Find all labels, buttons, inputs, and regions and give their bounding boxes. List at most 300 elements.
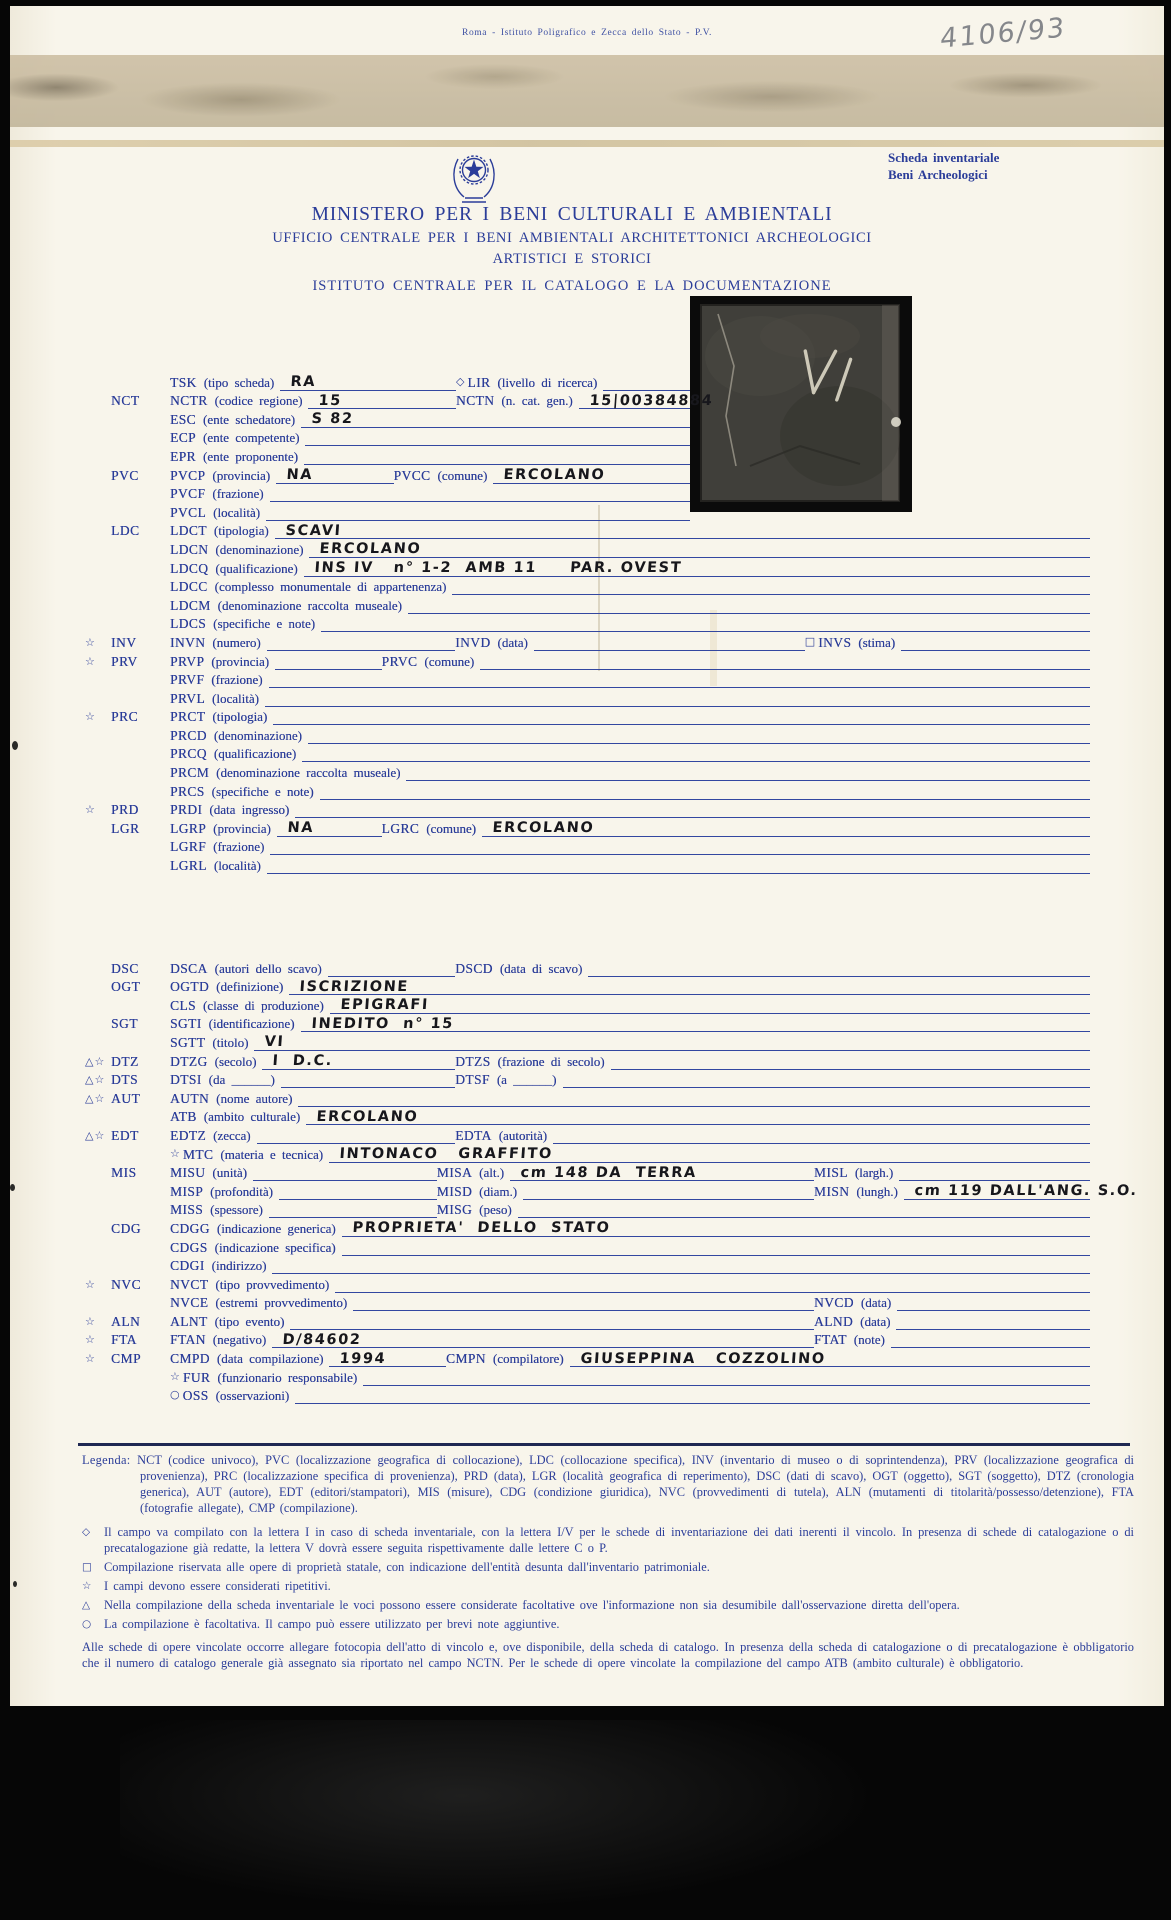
row-repeat-marks [85, 1383, 111, 1386]
form-row-esc [10, 409, 1164, 428]
field-label-cdgi: (indirizzo) [211, 1258, 267, 1274]
group-code-fta: FTA [111, 1332, 137, 1348]
field-code-nctn: NCTN [456, 393, 495, 409]
field-epr [170, 449, 690, 465]
row-repeat-marks [85, 1271, 111, 1274]
field-prvp [170, 654, 382, 670]
form-row-ogt [10, 977, 1164, 996]
field-code-prvl: PRVL [170, 690, 206, 706]
field-value-esc: S 82 [311, 411, 355, 428]
row-repeat-marks [85, 536, 111, 539]
field-line-cmpd [329, 1352, 446, 1367]
form-row-edt [10, 1125, 1164, 1144]
field-line-dtsf [563, 1073, 1091, 1088]
row-fields [170, 1295, 1090, 1311]
field-code-alnt: ALNT [170, 1313, 208, 1329]
row-repeat-marks [85, 852, 111, 855]
form-row-cdgs [10, 1237, 1164, 1256]
field-ftan [170, 1332, 814, 1348]
row-repeat-marks: △☆ [85, 1054, 106, 1068]
field-line-pvcc [493, 469, 690, 484]
row-repeat-marks [85, 462, 111, 465]
row-fields [170, 486, 690, 502]
field-label-dtsi: (da ______) [208, 1072, 275, 1088]
form-row-prcq [10, 744, 1164, 763]
field-label-cdgs: (indicazione specifica) [214, 1239, 336, 1255]
row-fields [170, 821, 1090, 837]
field-code-misp: MISP [170, 1183, 204, 1199]
footnote-text: Compilazione riservata alle opere di proprietà statale, con indicazione dell'entità desunta dall'inventario patrimoniale. [104, 1559, 710, 1574]
row-fields [170, 691, 1090, 707]
field-nvct [170, 1277, 1090, 1293]
sheet-type-label [888, 150, 999, 184]
star-mark: ☆ [170, 1369, 180, 1383]
row-fields [170, 1147, 1090, 1163]
field-label-ftan: (negativo) [212, 1332, 267, 1348]
group-code-cdg: CDG [111, 1220, 142, 1236]
field-mtc [170, 1147, 1090, 1163]
field-line-ldcq [304, 562, 1090, 577]
row-fields [170, 561, 1090, 577]
group-code-prv: PRV [111, 653, 138, 669]
field-label-pvcp: (provincia) [212, 467, 271, 483]
field-code-cmpn: CMPN [446, 1351, 486, 1367]
triangle-mark: △ [82, 1599, 91, 1611]
field-line-invs [901, 636, 1090, 651]
form-row-sgt [10, 1014, 1164, 1033]
field-label-ftat: (note) [853, 1332, 885, 1348]
field-value-pvcc: ERCOLANO [503, 467, 607, 484]
field-line-ldcs [321, 617, 1090, 632]
field-code-dsca: DSCA [170, 960, 208, 976]
row-repeat-marks [85, 1197, 111, 1200]
field-code-ldcc: LDCC [170, 579, 208, 595]
row-fields [170, 1388, 1090, 1404]
field-value-mtc: INTONACO GRAFFITO [339, 1146, 554, 1163]
form-row-cmp [10, 1348, 1164, 1367]
form-row-ldcs [10, 614, 1164, 633]
field-line-mtc [329, 1148, 1090, 1163]
field-label-prvf: (frazione) [211, 672, 263, 688]
group-code-nct: NCT [111, 393, 140, 409]
field-value-lgrp: NA [286, 820, 315, 837]
field-line-dtzs [611, 1055, 1090, 1070]
form-row-nvc [10, 1274, 1164, 1293]
field-line-ecp [305, 431, 690, 446]
row-repeat-marks [85, 499, 111, 502]
group-code-aut: AUT [111, 1090, 141, 1106]
field-value-nctn: 15|00384884 [588, 392, 714, 409]
field-code-prvp: PRVP [170, 653, 205, 669]
field-line-prvl [265, 692, 1090, 707]
row-repeat-marks [85, 574, 111, 577]
field-line-sgtt [254, 1036, 1090, 1051]
field-value-tsk: RA [290, 374, 317, 391]
field-dscd [455, 961, 1090, 977]
field-cmpd [170, 1351, 446, 1367]
field-label-dtzg: (secolo) [214, 1053, 257, 1069]
field-code-nvcd: NVCD [814, 1295, 854, 1311]
field-pvcp [170, 468, 394, 484]
field-line-prdi [295, 803, 1090, 818]
form-row-aut [10, 1088, 1164, 1107]
field-code-edtz: EDTZ [170, 1127, 207, 1143]
row-fields [170, 802, 1090, 818]
field-line-oss [295, 1389, 1090, 1404]
field-label-invd: (data) [497, 634, 528, 650]
field-label-lgrl: (località) [213, 858, 261, 874]
form-row-lgr [10, 818, 1164, 837]
field-code-dtsi: DTSI [170, 1072, 202, 1088]
field-code-lir: LIR [467, 374, 491, 390]
row-fields [170, 839, 1090, 855]
row-repeat-marks: ☆ [85, 1352, 96, 1366]
field-line-ldcm [408, 599, 1090, 614]
field-label-ldct: (tipologia) [213, 523, 269, 539]
field-line-lgrp [277, 822, 382, 837]
field-misn [813, 1183, 1139, 1200]
row-fields [170, 961, 1090, 977]
field-label-misl: (largh.) [854, 1165, 894, 1181]
field-pvcl [170, 505, 690, 521]
field-code-pvcl: PVCL [170, 504, 207, 520]
diamond-mark: ◇ [82, 1525, 91, 1538]
field-code-cdgs: CDGS [170, 1239, 208, 1255]
field-dtsf [455, 1072, 1090, 1088]
field-code-ldcn: LDCN [170, 541, 209, 557]
group-code-ogt: OGT [111, 979, 141, 995]
field-esc [170, 412, 690, 428]
field-label-prct: (tipologia) [212, 709, 268, 725]
field-value-cdgg: PROPRIETA' DELLO STATO [351, 1220, 611, 1237]
field-line-invn [267, 636, 455, 651]
field-label-lgrc: (comune) [426, 820, 477, 836]
paper-sheet [10, 6, 1164, 1706]
form-row-cls [10, 995, 1164, 1014]
field-code-prcm: PRCM [170, 765, 210, 781]
row-fields [170, 1202, 1090, 1218]
field-prcd [170, 728, 1090, 744]
field-miss [170, 1202, 437, 1218]
row-repeat-marks [85, 629, 111, 632]
field-code-prcs: PRCS [170, 783, 205, 799]
institute-line: ISTITUTO CENTRALE PER IL CATALOGO E LA DOCUMENTAZIONE [312, 278, 832, 294]
legend-and-notes [82, 1452, 1134, 1672]
field-ldcq [170, 561, 1090, 577]
field-nctr [170, 393, 456, 409]
field-code-sgti: SGTI [170, 1016, 202, 1032]
form-row-dsc [10, 958, 1164, 977]
row-fields [170, 784, 1090, 800]
form-row-nct [10, 391, 1164, 410]
row-repeat-marks [85, 1253, 111, 1256]
field-ecp [170, 430, 690, 446]
field-line-lgrc [482, 822, 1090, 837]
form-row-oss [10, 1386, 1164, 1405]
field-value-sgtt: VI [264, 1034, 286, 1051]
row-fields [170, 1183, 1139, 1200]
form-row-ecp [10, 428, 1164, 447]
field-misa [437, 1165, 814, 1181]
field-value-cmpn: GIUSEPPINA COZZOLINO [579, 1350, 826, 1367]
field-lgrl [170, 858, 1090, 874]
field-line-dtzg [262, 1055, 455, 1070]
ministry-title: MINISTERO PER I BENI CULTURALI E AMBIENTALI [311, 204, 833, 225]
field-code-misg: MISG [436, 1202, 473, 1218]
field-code-nvct: NVCT [170, 1276, 209, 1292]
field-edtz [170, 1128, 455, 1144]
office-line2: ARTISTICI E STORICI [492, 251, 652, 267]
row-repeat-marks [85, 797, 111, 800]
row-repeat-marks: △☆ [85, 1091, 106, 1105]
form-row-ldcm [10, 595, 1164, 614]
field-label-atb: (ambito culturale) [203, 1109, 301, 1125]
field-line-ftan [272, 1333, 814, 1348]
group-code-aln: ALN [111, 1313, 141, 1329]
row-repeat-marks [85, 685, 111, 688]
field-cdgg [170, 1221, 1090, 1237]
field-autn [170, 1091, 1090, 1107]
field-line-cdgg [342, 1222, 1090, 1237]
field-prcq [170, 746, 1090, 762]
row-repeat-marks [85, 974, 111, 977]
row-fields [170, 505, 690, 521]
field-label-sgti: (identificazione) [208, 1016, 295, 1032]
form-row-misp [10, 1181, 1164, 1200]
field-value-dtzg: I D.C. [272, 1053, 334, 1070]
form-row-prvf [10, 670, 1164, 689]
field-label-misg: (peso) [479, 1202, 512, 1218]
field-code-ldct: LDCT [170, 523, 207, 539]
group-code-nvc: NVC [111, 1276, 142, 1292]
field-line-alnt [290, 1315, 814, 1330]
field-code-dtzg: DTZG [170, 1053, 208, 1069]
group-code-inv: INV [111, 634, 137, 650]
field-code-autn: AUTN [170, 1090, 210, 1106]
letterhead [50, 204, 1094, 295]
group-code-ldc: LDC [111, 523, 140, 539]
row-fields [170, 430, 690, 446]
field-label-lgrf: (frazione) [213, 839, 265, 855]
row-repeat-marks [85, 1029, 111, 1032]
row-repeat-marks [85, 592, 111, 595]
form-row-lgrl [10, 855, 1164, 874]
field-value-ftan: D/84602 [282, 1331, 363, 1348]
form-row-ldcc [10, 577, 1164, 596]
square-mark: □ [82, 1560, 92, 1573]
field-line-ldcc [452, 580, 1090, 595]
group-code-sgt: SGT [111, 1016, 139, 1032]
field-label-lgrp: (provincia) [213, 820, 271, 836]
row-repeat-marks [85, 555, 111, 558]
field-label-prvl: (località) [212, 690, 259, 706]
form-row-mis [10, 1163, 1164, 1182]
group-code-cmp: CMP [111, 1351, 142, 1367]
form-row-lgrf [10, 837, 1164, 856]
field-line-nvce [353, 1296, 814, 1311]
field-ogtd [170, 979, 1090, 995]
field-value-nctr: 15 [318, 392, 343, 409]
field-label-autn: (nome autore) [216, 1090, 293, 1106]
form-row-nvce [10, 1293, 1164, 1312]
field-dsca [170, 961, 455, 977]
field-value-cls: EPIGRAFI [339, 997, 430, 1014]
field-ldcm [170, 598, 1090, 614]
field-code-lgrc: LGRC [381, 820, 420, 836]
field-line-atb [306, 1110, 1090, 1125]
field-misg [437, 1202, 1090, 1218]
footnote-text: Il campo va compilato con la lettera I in caso di scheda inventariale, con la lettera I/V per le schede di inventariazione dei dati inerenti il vincolo. In presenza di schede di catalogazione o di precatalogazione già redatte, la lettera V dovrà essere seguita rispettivamente dalle lettere C o P. [104, 1524, 1134, 1555]
field-nvcd [814, 1295, 1090, 1311]
field-code-epr: EPR [170, 448, 196, 464]
field-label-nvcd: (data) [860, 1295, 892, 1311]
field-label-nvct: (tipo provvedimento) [215, 1276, 330, 1292]
field-label-invs: (stima) [858, 634, 896, 650]
field-code-edta: EDTA [455, 1127, 492, 1143]
row-fields [170, 672, 1090, 688]
field-label-prcq: (qualificazione) [213, 746, 297, 762]
field-code-lgrl: LGRL [170, 858, 207, 874]
form-row-ldcq [10, 558, 1164, 577]
field-label-nvce: (estremi provvedimento) [215, 1295, 348, 1311]
field-label-misa: (alt.) [479, 1165, 505, 1181]
field-value-misn: cm 119 DALL'ANG. S.O. [913, 1183, 1139, 1200]
field-label-edtz: (zecca) [213, 1127, 251, 1143]
field-line-ogtd [289, 980, 1090, 995]
field-code-prvc: PRVC [381, 653, 418, 669]
pencil-reference-number: 4106/93 [939, 12, 1067, 55]
field-value-ldcn: ERCOLANO [319, 541, 423, 558]
row-repeat-marks [85, 1308, 111, 1311]
field-label-misn: (lungh.) [856, 1183, 898, 1199]
row-repeat-marks: △☆ [85, 1073, 106, 1087]
field-line-invd [534, 636, 805, 651]
field-cdgs [170, 1240, 1090, 1256]
field-lgrf [170, 839, 1090, 855]
field-code-miss: MISS [170, 1202, 204, 1218]
footnote-square [82, 1559, 1134, 1575]
field-label-pvcf: (frazione) [212, 486, 264, 502]
field-code-alnd: ALND [814, 1313, 854, 1329]
field-label-dsca: (autori dello scavo) [214, 960, 322, 976]
group-code-dts: DTS [111, 1072, 139, 1088]
form-row-dtz [10, 1051, 1164, 1070]
footnote-diamond [82, 1524, 1134, 1556]
field-edta [455, 1128, 1090, 1144]
field-code-pvcp: PVCP [170, 467, 206, 483]
row-fields [170, 1332, 1090, 1348]
field-code-invd: INVD [455, 634, 491, 650]
field-misu [170, 1165, 437, 1181]
group-code-dsc: DSC [111, 960, 139, 976]
field-line-misd [523, 1185, 814, 1200]
field-atb [170, 1109, 1090, 1125]
legend-paragraph [82, 1452, 1134, 1517]
row-fields [170, 765, 1090, 781]
sheet-type-line1: Scheda inventariale [888, 150, 1000, 165]
field-line-misu [253, 1166, 437, 1181]
field-line-edta [553, 1129, 1090, 1144]
field-code-tsk: TSK [170, 374, 197, 390]
field-label-nctn: (n. cat. gen.) [501, 393, 573, 409]
field-nctn [456, 392, 714, 409]
form-row-prcs [10, 781, 1164, 800]
field-code-oss: OSS [182, 1388, 209, 1404]
row-repeat-marks [85, 443, 111, 446]
field-code-nctr: NCTR [170, 393, 208, 409]
row-repeat-marks [85, 518, 111, 521]
field-line-nvcd [897, 1296, 1090, 1311]
field-code-dscd: DSCD [455, 960, 493, 976]
field-value-ldct: SCAVI [284, 522, 342, 539]
row-repeat-marks [85, 1215, 111, 1218]
field-alnd [814, 1314, 1090, 1330]
field-prct [170, 709, 1090, 725]
field-value-sgti: INEDITO n° 15 [310, 1015, 454, 1032]
field-label-ogtd: (definizione) [216, 979, 284, 995]
group-code-lgr: LGR [111, 820, 140, 836]
field-label-misd: (diam.) [479, 1183, 518, 1199]
field-code-nvce: NVCE [170, 1295, 209, 1311]
field-line-nctr [308, 394, 456, 409]
group-code-prc: PRC [111, 709, 139, 725]
printer-imprint: Roma - Istituto Poligrafico e Zecca dello Stato - P.V. [462, 28, 712, 38]
field-lgrp [170, 821, 382, 837]
field-line-fur [363, 1371, 1090, 1386]
field-line-ldct [275, 524, 1090, 539]
field-lgrc [382, 821, 1090, 837]
legend-divider-rule [78, 1443, 1130, 1446]
field-line-esc [301, 413, 690, 428]
field-line-lgrl [267, 859, 1090, 874]
form-row-prc [10, 707, 1164, 726]
field-line-prcs [320, 785, 1090, 800]
field-line-prcq [302, 747, 1090, 762]
field-label-prcd: (denominazione) [213, 727, 302, 743]
field-dtsi [170, 1072, 455, 1088]
field-label-cmpd: (data compilazione) [216, 1351, 324, 1367]
field-lir [456, 375, 690, 391]
field-cdgi [170, 1258, 1090, 1274]
field-line-cdgs [342, 1241, 1090, 1256]
field-line-misl [899, 1166, 1090, 1181]
field-label-ldcs: (specifiche e note) [213, 616, 316, 632]
field-code-ldcq: LDCQ [170, 560, 209, 576]
row-repeat-marks: ☆ [85, 1333, 96, 1347]
field-prcs [170, 784, 1090, 800]
diamond-mark: ◇ [456, 374, 465, 388]
field-line-tsk [280, 376, 456, 391]
field-code-cdgi: CDGI [170, 1258, 205, 1274]
field-line-misn [904, 1183, 1139, 1200]
row-repeat-marks [85, 425, 111, 428]
field-label-lir: (livello di ricerca) [497, 374, 598, 390]
field-label-sgtt: (titolo) [212, 1034, 249, 1050]
row-fields [170, 1054, 1090, 1070]
field-label-oss: (osservazioni) [215, 1388, 290, 1404]
field-line-misa [510, 1166, 814, 1181]
row-fields [170, 1258, 1090, 1274]
field-code-cls: CLS [170, 997, 196, 1013]
field-code-ogtd: OGTD [170, 979, 210, 995]
group-code-edt: EDT [111, 1127, 139, 1143]
row-repeat-marks: ☆ [85, 635, 96, 649]
field-code-misn: MISN [813, 1183, 850, 1199]
field-code-prcd: PRCD [170, 727, 207, 743]
field-line-sgti [301, 1017, 1090, 1032]
field-code-misd: MISD [436, 1183, 473, 1199]
field-code-lgrp: LGRP [170, 820, 207, 836]
